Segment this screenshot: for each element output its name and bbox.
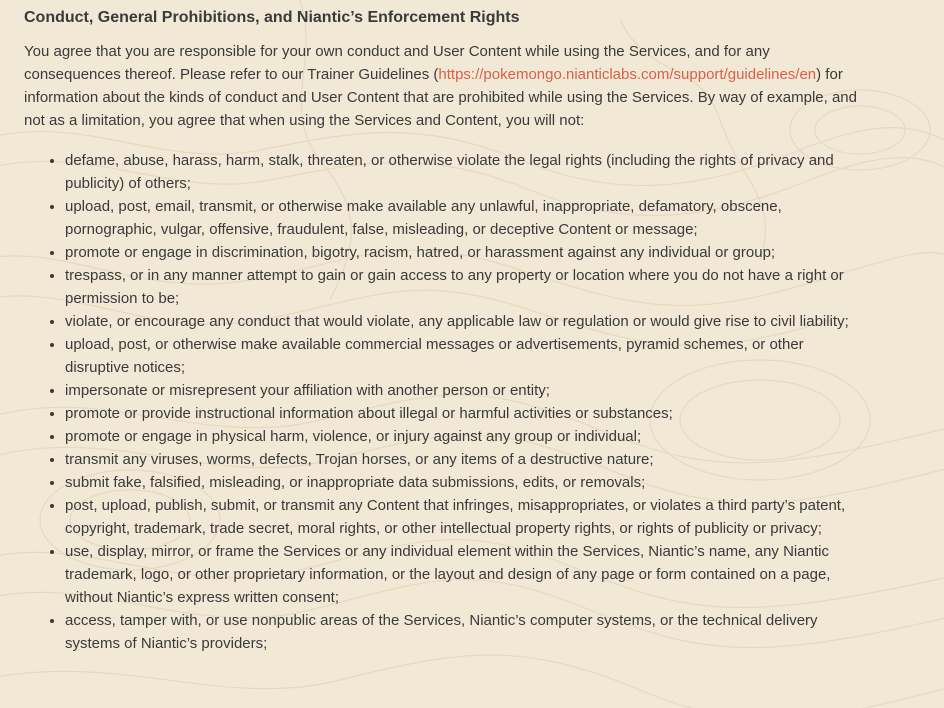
list-item: • trespass, or in any manner attempt to gain or gain access to any property or location where you do not have a right or permission to be; xyxy=(65,264,870,310)
list-item: • upload, post, or otherwise make available commercial messages or advertisements, pyramid schemes, or other disruptive notices; xyxy=(65,333,870,379)
section-title: Conduct, General Prohibitions, and Niantic’s Enforcement Rights xyxy=(24,9,520,26)
prohibitions-list xyxy=(24,149,870,655)
intro-text-end: ) for information about the kinds of conduct and User Content that are prohibited while using the Services. By way of example, and not as a limitation, you agree that when using the Services and Content, you will not: xyxy=(24,66,857,129)
list-item: • post, upload, publish, submit, or transmit any Content that infringes, misappropriates, or violates a third party’s patent, copyright, trademark, trade secret, moral rights, or other intellectual property rights, or rights of publicity or privacy; xyxy=(65,494,870,540)
list-item: • violate, or encourage any conduct that would violate, any applicable law or regulation or would give rise to civil liability; xyxy=(65,310,870,333)
list-item: • promote or provide instructional information about illegal or harmful activities or substances; xyxy=(65,402,870,425)
intro-paragraph xyxy=(24,40,870,132)
list-item: • transmit any viruses, worms, defects, Trojan horses, or any items of a destructive nature; xyxy=(65,448,870,471)
list-item: • impersonate or misrepresent your affiliation with another person or entity; xyxy=(65,379,870,402)
list-item: • promote or engage in discrimination, bigotry, racism, hatred, or harassment against any individual or group; xyxy=(65,241,870,264)
list-item: • submit fake, falsified, misleading, or inappropriate data submissions, edits, or removals; xyxy=(65,471,870,494)
list-item: • access, tamper with, or use nonpublic areas of the Services, Niantic’s computer systems, or the technical delivery systems of Niantic’s providers; xyxy=(65,609,870,655)
list-item: • use, display, mirror, or frame the Services or any individual element within the Services, Niantic’s name, any Niantic trademark, logo, or other proprietary information, or the layout and design of any page or form contained on a page, without Niantic’s express written consent; xyxy=(65,540,870,609)
list-item: • promote or engage in physical harm, violence, or injury against any group or individual; xyxy=(65,425,870,448)
list-item: • upload, post, email, transmit, or otherwise make available any unlawful, inappropriate, defamatory, obscene, pornographic, vulgar, offensive, fraudulent, false, misleading, or deceptive Content or message; xyxy=(65,195,870,241)
intro-text-start: You agree that you are responsible for your own conduct and User Content while using the Services, and for any consequences thereof. Please refer to our Trainer Guidelines ( xyxy=(24,43,770,83)
list-item: • defame, abuse, harass, harm, stalk, threaten, or otherwise violate the legal rights (including the rights of privacy and publicity) of others; xyxy=(65,149,870,195)
trainer-guidelines-link[interactable]: https://pokemongo.nianticlabs.com/support/guidelines/en xyxy=(438,66,817,83)
